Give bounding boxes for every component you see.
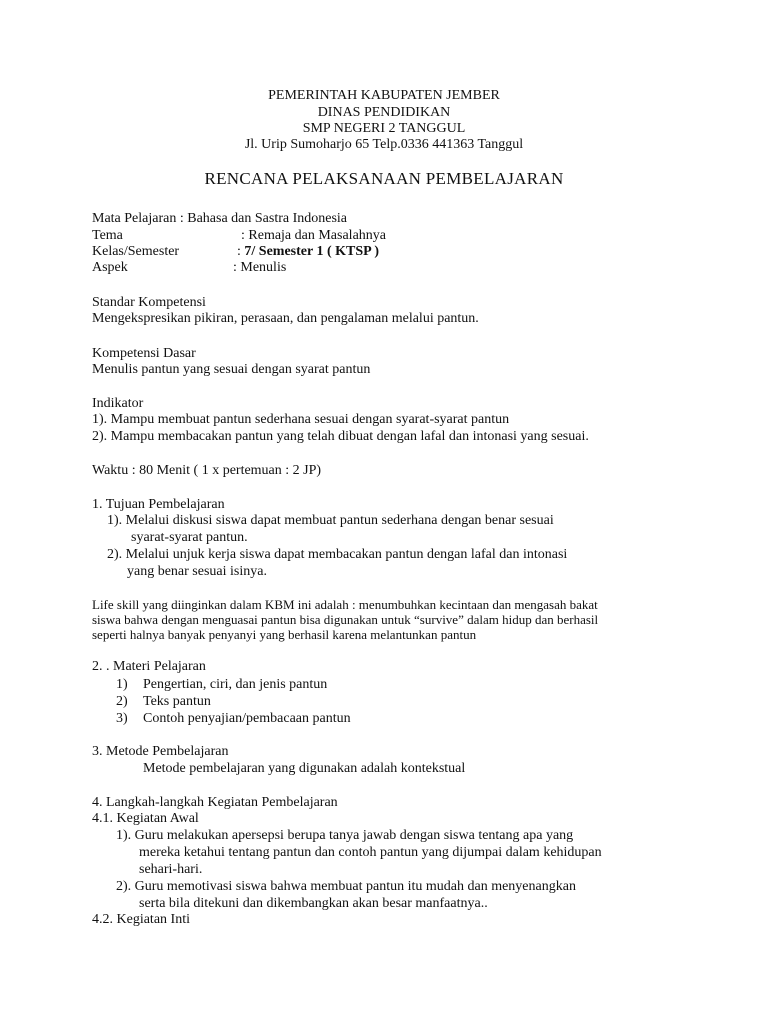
identity-class-value: : 7/ Semester 1 ( KTSP ) (237, 244, 380, 259)
competency-standard-text: Mengekspresikan pikiran, perasaan, dan pengalaman melalui pantun. (92, 311, 479, 326)
time-allocation: Waktu : 80 Menit ( 1 x pertemuan : 2 JP) (92, 463, 322, 478)
objective-item: 1). Melalui diskusi siswa dapat membuat pantun sederhana dengan benar sesuai (107, 513, 554, 528)
material-heading: 2. . Materi Pelajaran (92, 659, 206, 674)
objective-item: 2). Melalui unjuk kerja siswa dapat membacakan pantun dengan lafal dan intonasi (107, 547, 568, 562)
life-skill-line: seperti halnya banyak penyanyi yang berhasil karena melantunkan pantun (92, 627, 477, 642)
identity-subject: Mata Pelajaran : Bahasa dan Sastra Indonesia (92, 211, 348, 226)
material-item: Teks pantun (143, 694, 211, 709)
basic-competency-heading: Kompetensi Dasar (92, 346, 196, 361)
indicator-heading: Indikator (92, 396, 144, 411)
opening-activity-item-continued: mereka ketahui tentang pantun dan contoh pantun yang dijumpai dalam kehidupan (139, 845, 602, 860)
identity-aspect-value: : Menulis (233, 260, 287, 275)
identity-class-label: Kelas/Semester (92, 244, 180, 259)
opening-activity-heading: 4.1. Kegiatan Awal (92, 811, 199, 826)
material-item-number: 2) (116, 694, 128, 709)
indicator-item: 2). Mampu membacakan pantun yang telah dibuat dengan lafal dan intonasi yang sesuai. (92, 429, 589, 444)
header-department: DINAS PENDIDIKAN (317, 105, 451, 120)
material-item-number: 1) (116, 677, 128, 692)
competency-standard-heading: Standar Kompetensi (92, 295, 206, 310)
opening-activity-item-continued: serta bila ditekuni dan dikembangkan akan besar manfaatnya.. (139, 896, 488, 911)
objectives-heading: 1. Tujuan Pembelajaran (92, 497, 225, 512)
life-skill-line: siswa bahwa dengan menguasai pantun bisa digunakan untuk “survive” dalam hidup dan berhasil (92, 612, 599, 627)
method-text: Metode pembelajaran yang digunakan adalah kontekstual (143, 761, 466, 776)
core-activity-heading: 4.2. Kegiatan Inti (92, 912, 190, 927)
life-skill-line: Life skill yang diinginkan dalam KBM ini adalah : menumbuhkan kecintaan dan mengasah bakat (92, 597, 598, 612)
identity-theme-label: Tema (92, 228, 123, 243)
objective-item-continued: yang benar sesuai isinya. (127, 564, 267, 579)
indicator-item: 1). Mampu membuat pantun sederhana sesuai dengan syarat-syarat pantun (92, 412, 510, 427)
header-address: Jl. Urip Sumoharjo 65 Telp.0336 441363 Tanggul (244, 137, 524, 152)
identity-theme-value: : Remaja dan Masalahnya (241, 228, 387, 243)
material-item-number: 3) (116, 711, 128, 726)
opening-activity-item: 1). Guru melakukan apersepsi berupa tanya jawab dengan siswa tentang apa yang (116, 828, 574, 843)
material-item: Contoh penyajian/pembacaan pantun (143, 711, 351, 726)
identity-aspect-label: Aspek (92, 260, 128, 275)
objective-item-continued: syarat-syarat pantun. (131, 530, 248, 545)
header-school: SMP NEGERI 2 TANGGUL (302, 121, 466, 136)
steps-heading: 4. Langkah-langkah Kegiatan Pembelajaran (92, 795, 338, 810)
basic-competency-text: Menulis pantun yang sesuai dengan syarat pantun (92, 362, 371, 377)
document-title: RENCANA PELAKSANAAN PEMBELAJARAN (204, 169, 564, 188)
material-item: Pengertian, ciri, dan jenis pantun (143, 677, 328, 692)
opening-activity-item: 2). Guru memotivasi siswa bahwa membuat pantun itu mudah dan menyenangkan (116, 879, 576, 894)
opening-activity-item-continued: sehari-hari. (139, 862, 203, 877)
method-heading: 3. Metode Pembelajaran (92, 744, 229, 759)
header-government: PEMERINTAH KABUPATEN JEMBER (268, 88, 500, 103)
